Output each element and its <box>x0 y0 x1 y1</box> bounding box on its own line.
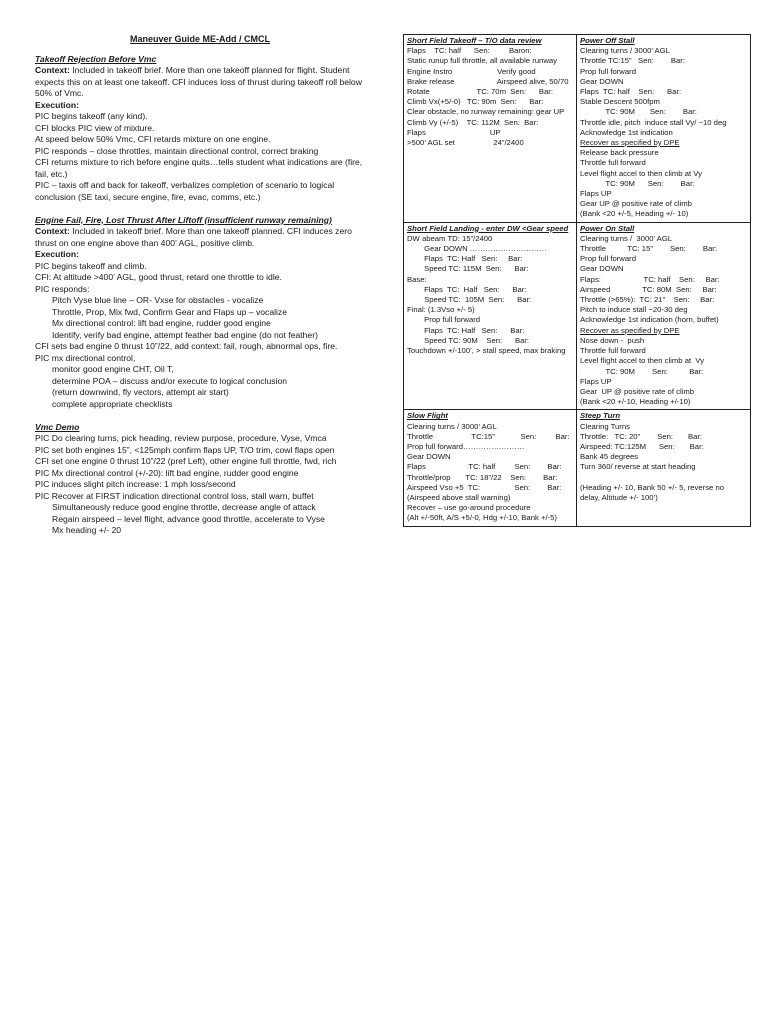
maneuver-line: Throttle TC:15” Sen: Bar: <box>580 56 685 66</box>
maneuver-line: TC: 90M Sen: Bar: <box>580 178 695 188</box>
line-keyword: Execution: <box>35 249 79 259</box>
maneuver-line: Climb Vy (+/-5) TC: 112M Sen: Bar: <box>407 117 539 127</box>
maneuver-line: delay, Altitude +/- 100’) <box>580 492 658 502</box>
maneuver-line: Flaps UP <box>580 189 612 199</box>
section-line: Throttle, Prop, Mix fwd, Confirm Gear and Flaps up – vocalize <box>52 306 287 317</box>
section-line: PIC begins takeoff (any kind). <box>35 111 148 121</box>
maneuver-line: (Bank <20 +/-5, Heading +/- 10) <box>580 209 689 219</box>
maneuver-line: Recover as specified by DPE <box>580 138 680 148</box>
maneuver-line: Release back pressure <box>580 148 659 158</box>
maneuver-line: Recover – use go-around procedure <box>407 503 531 513</box>
maneuver-line: (Bank <20 +/-10, Heading +/-10) <box>580 397 691 407</box>
maneuver-line: Flaps TC: Half Sen: Bar: <box>407 284 527 294</box>
maneuver-line: (Alt +/-50ft, A/S +5/-0, Hdg +/-10, Bank +/-5) <box>407 513 557 523</box>
maneuver-line: Flaps TC: half Sen: Bar: <box>580 87 682 97</box>
maneuver-cell <box>404 410 577 525</box>
section-line: Mx directional control: lift bad engine, rudder good engine <box>52 318 271 328</box>
maneuver-line: DW abeam TD: 15”/2400 <box>407 233 493 243</box>
maneuver-line: (Heading +/- 10, Bank 50 +/- 5, reverse no <box>580 482 725 492</box>
maneuver-title: Short Field Takeoff – T/O data review <box>407 36 542 45</box>
maneuver-line: Throttle full forward <box>580 158 646 168</box>
section-line: PIC set both engines 15”, <125mph confirm flaps UP, T/O trim, cowl flaps open <box>35 444 335 455</box>
maneuver-line: Flaps TC: Half Sen: Bar: <box>407 325 525 335</box>
maneuver-line: Engine Instro Verify good <box>407 66 536 76</box>
section-title: Vmc Demo <box>35 421 80 432</box>
section-spacer <box>35 203 365 215</box>
maneuver-line: Gear DOWN ………………………… <box>407 244 547 254</box>
maneuver-cell <box>577 410 750 525</box>
maneuver-line: Prop full forward <box>580 254 636 264</box>
maneuver-guide-text <box>35 34 365 537</box>
maneuver-line: Base: <box>407 274 427 284</box>
line-keyword: Context: <box>35 226 70 236</box>
line-keyword: Context: <box>35 65 70 75</box>
maneuver-title: Power Off Stall <box>580 36 635 45</box>
maneuver-line: Clearing Turns <box>580 421 630 431</box>
maneuver-line: Clear obstacle, no runway remaining: gear UP <box>407 107 565 117</box>
maneuver-line: Turn 360/ reverse at start heading <box>580 462 696 472</box>
section-line: Context: Included in takeoff brief. More than one takeoff planned. CFI induces zero thrust on one engine above than 400’ AGL, positive climb. <box>35 226 352 248</box>
section-line: PIC begins takeoff and climb. <box>35 260 147 271</box>
maneuver-line: Prop full forward…………………… <box>407 441 525 451</box>
maneuver-cell <box>577 223 750 410</box>
maneuver-cell <box>577 35 750 222</box>
maneuver-line: Gear UP @ positive rate of climb <box>580 386 695 396</box>
maneuver-line: Gear DOWN <box>580 76 624 86</box>
maneuver-line: Brake release Airspeed alive, 50/70 <box>407 76 569 86</box>
section-line: CFI sets bad engine 0 thrust 10”/22, add context: fail, rough, abnormal ops, fire. <box>35 341 338 351</box>
maneuver-line: Flaps UP <box>407 127 501 137</box>
section-line: PIC responds: <box>35 283 90 294</box>
maneuver-line: Flaps TC: half Sen: Bar: <box>407 462 562 472</box>
maneuver-line: Prop full forward <box>407 315 481 325</box>
maneuver-line: Rotate TC: 70m Sen: Bar: <box>407 87 553 97</box>
maneuver-line: Throttle TC: 15” Sen: Bar: <box>580 244 717 254</box>
section-line <box>35 100 365 112</box>
section-line: PIC responds – close throttles, maintain directional control, correct braking <box>35 145 319 156</box>
maneuver-line: Static runup full throttle, all available runway <box>407 56 557 66</box>
maneuver-line: Acknowledge 1st indication <box>580 127 673 137</box>
section-line: PIC – taxis off and back for takeoff, verbalizes completion of scenario to logical conclusion (SE taxi, secure engine, fire, evac, comms, etc.) <box>35 180 335 202</box>
section-line: PIC Mx directional control (+/-20): lift bad engine, rudder good engine <box>35 467 299 478</box>
maneuver-line: Gear UP @ positive rate of climb <box>580 199 692 209</box>
section-line: PIC mx directional control, <box>35 352 136 363</box>
maneuver-line: Recover as specified by DPE <box>580 325 680 335</box>
maneuver-line: Airspeed Vso +5 TC: Sen: Bar: <box>407 482 562 492</box>
maneuver-line: Flaps TC: Half Sen: Bar: <box>407 254 523 264</box>
maneuver-line: Airspeed TC: 80M Sen: Bar: <box>580 284 717 294</box>
section-line: PIC induces slight pitch increase: 1 mph loss/second <box>35 479 236 489</box>
section-line: Simultaneously reduce good engine throttle, decrease angle of attack <box>52 502 316 512</box>
maneuver-line: Pitch to induce stall ~20-30 deg <box>580 305 688 315</box>
table-row <box>404 35 750 223</box>
section-title: Engine Fail, Fire, Lost Thrust After Liftoff (insufficient runway remaining) <box>35 214 332 225</box>
maneuver-line: Clearing turns / 3000’ AGL <box>580 46 670 56</box>
line-keyword: Execution: <box>35 99 79 110</box>
section-line: Context: Included in takeoff brief. More than one takeoff planned for flight. Student expects this on at least one takeoff. CFI induces loss of thrust during takeoff roll below 50% of Vmc. <box>35 65 362 98</box>
section-line: complete appropriate checklists <box>52 398 173 409</box>
maneuver-line: Flaps UP <box>580 376 612 386</box>
maneuver-line: Level flight accel to then climb at Vy <box>580 356 705 366</box>
maneuver-line: TC: 90M Sen: Bar: <box>580 107 697 117</box>
maneuver-cell <box>404 35 577 222</box>
section-line: PIC Recover at FIRST indication directional control loss, stall warn, buffet <box>35 490 314 501</box>
maneuver-line: Stable Descent 500fpm <box>580 97 660 107</box>
maneuver-line: Flaps TC: half Sen: Baron: <box>407 46 532 56</box>
maneuver-title: Short Field Landing - enter DW <Gear speed <box>407 223 569 233</box>
maneuver-line: >500’ AGL set 24”/2400 <box>407 138 524 148</box>
section-line: monitor good engine CHT, Oil T, <box>52 364 174 374</box>
section-line <box>35 249 365 261</box>
maneuver-line: Climb Vx(+5/-0) TC: 90m Sen: Bar: <box>407 97 544 107</box>
maneuver-title: Steep Turn <box>580 411 621 421</box>
maneuver-line: Speed TC: 90M Sen: Bar: <box>407 335 530 345</box>
section-line: CFI: At altitude >400’ AGL, good thrust, retard one throttle to idle. <box>35 272 282 282</box>
section-line: Identify, verify bad engine, attempt feather bad engine (do not feather) <box>52 329 318 340</box>
maneuver-table <box>403 34 751 527</box>
section-line: Mx heading +/- 20 <box>52 525 122 535</box>
sections-container <box>35 54 365 537</box>
maneuver-title: Power On Stall <box>580 223 635 233</box>
maneuver-line: Clearing turns / 3000’ AGL <box>407 421 497 431</box>
section-line: Pitch Vyse blue line – OR- Vxse for obstacles - vocalize <box>52 295 264 305</box>
maneuver-line: Speed TC: 105M Sen: Bar: <box>407 295 532 305</box>
section-line: CFI blocks PIC view of mixture. <box>35 122 155 133</box>
section-line: (return downwind, fly vectors, attempt air start) <box>52 387 229 397</box>
section-line: determine POA – discuss and/or execute to logical conclusion <box>52 375 288 386</box>
table-row <box>404 223 750 411</box>
maneuver-title: Slow Flight <box>407 411 448 421</box>
maneuver-line: TC: 90M Sen: Bar: <box>580 366 704 376</box>
document-title: Maneuver Guide ME-Add / CMCL <box>129 34 270 44</box>
maneuver-line: Acknowledge 1st indication (horn, buffet) <box>580 315 719 325</box>
maneuver-line: Level flight accel to then climb at Vy <box>580 168 702 178</box>
maneuver-line: Prop full forward <box>580 66 636 76</box>
maneuver-line <box>580 473 747 483</box>
maneuver-line: Nose down - push <box>580 335 645 345</box>
maneuver-line: Throttle idle, pitch induce stall Vy/ ~10 deg <box>580 117 727 127</box>
section-title: Takeoff Rejection Before Vmc <box>35 53 157 64</box>
maneuver-line: Flaps: TC: half Sen: Bar: <box>580 274 720 284</box>
section-line: CFI set one engine 0 thrust 10”/22 (pref Left), other engine full throttle, fwd, rich <box>35 456 337 466</box>
maneuver-line: Throttle/prop TC: 18”/22 Sen: Bar: <box>407 472 558 482</box>
maneuver-line: Gear DOWN <box>407 452 451 462</box>
section-line: At speed below 50% Vmc, CFI retards mixture on one engine. <box>35 134 271 144</box>
maneuver-line: Speed TC: 115M Sen: Bar: <box>407 264 529 274</box>
maneuver-line: Throttle (>65%): TC: 21” Sen: Bar: <box>580 295 715 305</box>
section-line: CFI returns mixture to rich before engine quits…tells student what indications are (fire, fail, etc.) <box>35 157 363 179</box>
section-spacer <box>35 410 365 422</box>
section-line: PIC Do clearing turns, pick heading, review purpose, procedure, Vyse, Vmca <box>35 433 327 443</box>
maneuver-line: Airspeed: TC:125M Sen: Bar: <box>580 441 704 451</box>
maneuver-line: Throttle full forward <box>580 346 646 356</box>
table-row <box>404 410 750 525</box>
maneuver-line: Final: (1.3Vso +/- 5) <box>407 305 475 315</box>
maneuver-line: Throttle TC:15” Sen: Bar: <box>407 431 570 441</box>
maneuver-line: Gear DOWN <box>580 264 624 274</box>
section-line: Regain airspeed – level flight, advance good throttle, accelerate to Vyse <box>52 513 325 524</box>
maneuver-line: Clearing turns / 3000’ AGL <box>580 233 673 243</box>
maneuver-line: Bank 45 degrees <box>580 452 639 462</box>
maneuver-line: (Airspeed above stall warning) <box>407 492 511 502</box>
maneuver-line: Touchdown +/-100’, > stall speed, max braking <box>407 346 566 356</box>
maneuver-cell <box>404 223 577 410</box>
maneuver-line: Throttle: TC: 20” Sen: Bar: <box>580 431 703 441</box>
